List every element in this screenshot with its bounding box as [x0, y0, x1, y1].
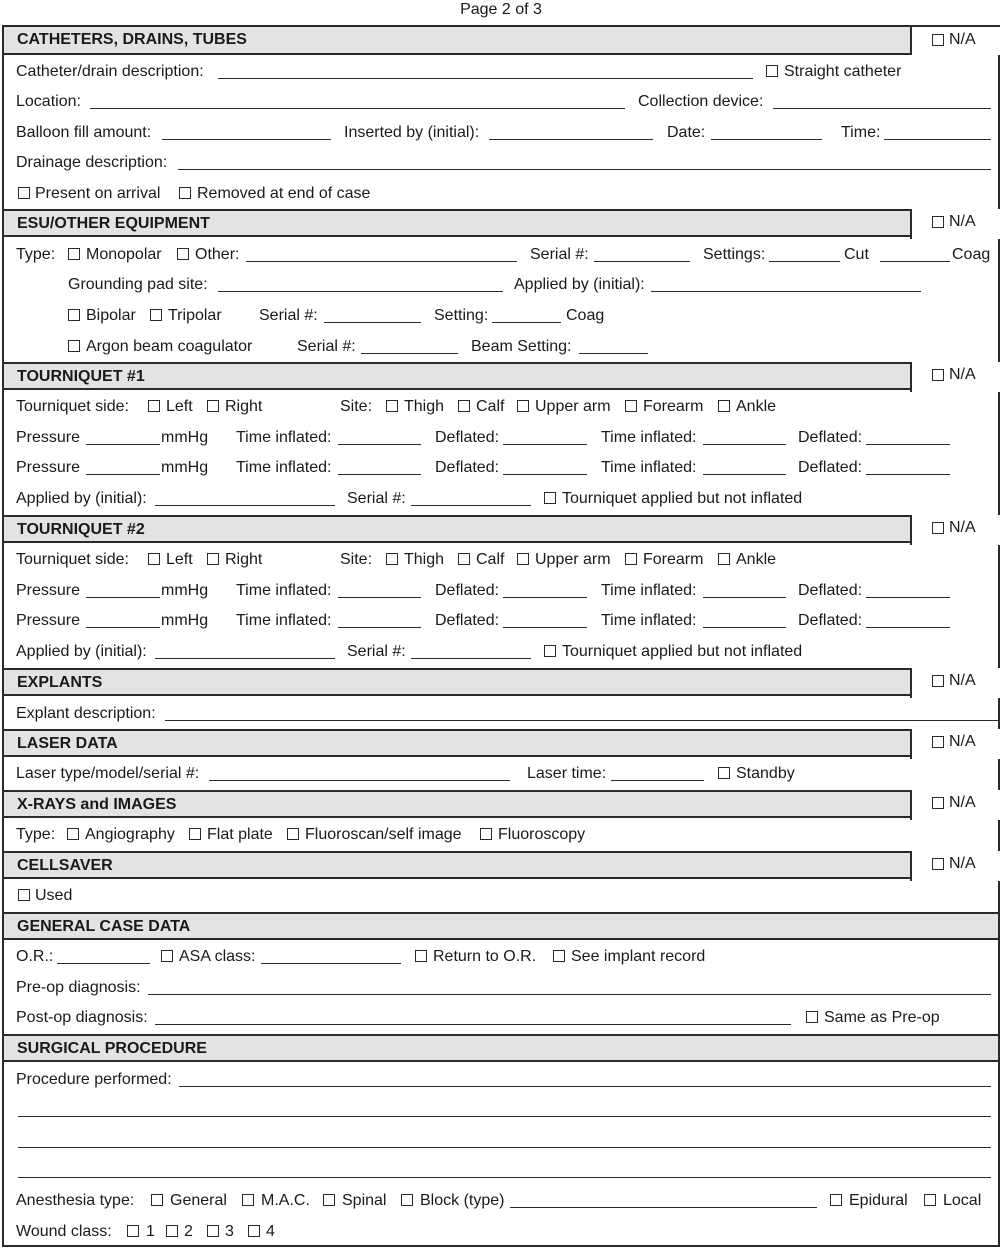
- flat-plate-checkbox[interactable]: [189, 828, 201, 840]
- tourniquet-2-left-checkbox[interactable]: [148, 553, 160, 565]
- tourniquet-2-ankle-checkbox[interactable]: [718, 553, 730, 565]
- tourniquet-2-serial-line[interactable]: [411, 658, 531, 659]
- tourniquet-1-row2-deflated2-label: Deflated:: [798, 459, 863, 476]
- tourniquet-2-thigh-checkbox[interactable]: [386, 553, 398, 565]
- fluoroscopy-checkbox[interactable]: [480, 828, 492, 840]
- epidural-checkbox[interactable]: [830, 1194, 842, 1206]
- grounding-pad-label: Grounding pad site:: [68, 276, 208, 293]
- time-line[interactable]: [884, 139, 991, 140]
- grounding-pad-line[interactable]: [218, 291, 503, 292]
- tourniquet-1-row1-mmhg-label: mmHg: [161, 428, 209, 446]
- tourniquet-1-applied-label: Applied by (initial):: [16, 489, 147, 507]
- section-explants-title: EXPLANTS: [17, 674, 103, 691]
- wound-1-label: 1: [146, 1223, 155, 1240]
- section-catheters: [4, 27, 998, 55]
- argon-serial-line[interactable]: [361, 353, 458, 354]
- section-cellsaver: [4, 851, 998, 879]
- tourniquet-2-row2-inflated2-line[interactable]: [703, 627, 786, 628]
- or-line[interactable]: [57, 963, 150, 964]
- tourniquet-2-row2-deflated2-label: Deflated:: [798, 612, 863, 629]
- tourniquet-2-row1-inflated-label: Time inflated:: [236, 581, 332, 599]
- implant-record-checkbox[interactable]: [553, 950, 565, 962]
- settings-label: Settings:: [703, 246, 766, 263]
- block-type-line[interactable]: [510, 1207, 817, 1208]
- tourniquet-1-thigh-checkbox[interactable]: [386, 400, 398, 412]
- preop-line[interactable]: [148, 994, 991, 995]
- section-laser-na-label: N/A: [949, 733, 976, 750]
- section-tourniquet-2-na-checkbox[interactable]: [932, 522, 944, 534]
- tourniquet-2-row1-inflated2-label: Time inflated:: [601, 581, 697, 599]
- epidural-label: Epidural: [849, 1192, 908, 1209]
- or-label: O.R.:: [16, 948, 54, 965]
- local-label: Local: [943, 1192, 982, 1209]
- wound-2-label: 2: [184, 1223, 193, 1240]
- tourniquet-1-row1-deflated2-label: Deflated:: [798, 428, 863, 446]
- general-checkbox[interactable]: [151, 1194, 163, 1206]
- tourniquet-1-upper-arm-checkbox[interactable]: [517, 400, 529, 412]
- present-on-arrival-checkbox[interactable]: [18, 187, 30, 199]
- section-cellsaver-title: CELLSAVER: [17, 857, 113, 874]
- same-preop-label: Same as Pre-op: [824, 1009, 940, 1026]
- local-checkbox[interactable]: [924, 1194, 936, 1206]
- tourniquet-1-row2-deflated-line[interactable]: [503, 474, 587, 475]
- bipolar-setting-label: Setting:: [434, 307, 489, 324]
- wound-1-checkbox[interactable]: [127, 1225, 139, 1237]
- standby-label: Standby: [736, 765, 795, 782]
- section-esu-na-label: N/A: [949, 213, 976, 230]
- tourniquet-1-row2-pressure-line[interactable]: [86, 474, 160, 475]
- tourniquet-2-applied-line[interactable]: [155, 658, 335, 659]
- monopolar-label: Monopolar: [86, 246, 162, 263]
- tourniquet-1-row2-inflated2-line[interactable]: [703, 474, 786, 475]
- tourniquet-1-row1-inflated2-line[interactable]: [703, 444, 786, 445]
- section-esu-na-checkbox[interactable]: [932, 216, 944, 228]
- laser-time-label: Laser time:: [527, 765, 607, 782]
- anesthesia-label: Anesthesia type:: [16, 1192, 135, 1209]
- argon-checkbox[interactable]: [68, 340, 80, 352]
- coag-label: Coag: [952, 246, 991, 263]
- esu-type-label: Type:: [16, 246, 56, 263]
- tourniquet-2-right-label: Right: [225, 551, 263, 568]
- tourniquet-1-thigh-label: Thigh: [404, 398, 445, 415]
- section-catheters-na-checkbox[interactable]: [932, 34, 944, 46]
- tourniquet-1-row2-deflated2-line[interactable]: [866, 474, 950, 475]
- section-surgical-title: SURGICAL PROCEDURE: [17, 1040, 207, 1057]
- tourniquet-2-row1-pressure-line[interactable]: [86, 597, 160, 598]
- section-tourniquet-1-na-cell: [910, 362, 1000, 392]
- postop-line[interactable]: [155, 1024, 791, 1025]
- section-tourniquet-1: [4, 362, 998, 390]
- tourniquet-2-not-inflated-label: Tourniquet applied but not inflated: [562, 642, 803, 660]
- removed-end-label: Removed at end of case: [197, 185, 371, 202]
- section-catheters-title: CATHETERS, DRAINS, TUBES: [17, 31, 247, 48]
- tourniquet-1-side-label: Tourniquet side:: [16, 398, 129, 415]
- bipolar-serial-label: Serial #:: [259, 307, 318, 324]
- tripolar-label: Tripolar: [168, 307, 222, 324]
- drainage-line[interactable]: [178, 169, 991, 170]
- tourniquet-2-side-label: Tourniquet side:: [16, 551, 129, 568]
- tourniquet-2-row2-pressure-line[interactable]: [86, 627, 160, 628]
- balloon-fill-line[interactable]: [162, 139, 331, 140]
- tourniquet-1-site-label: Site:: [340, 398, 373, 415]
- tourniquet-2-applied-label: Applied by (initial):: [16, 642, 147, 660]
- preop-label: Pre-op diagnosis:: [16, 979, 141, 996]
- argon-label: Argon beam coagulator: [86, 338, 253, 355]
- tourniquet-2-row1-pressure-label: Pressure: [16, 581, 81, 599]
- spinal-label: Spinal: [342, 1192, 387, 1209]
- tourniquet-1-row2-pressure-label: Pressure: [16, 459, 81, 476]
- section-laser-na-cell: [910, 729, 1000, 759]
- section-xrays: [4, 790, 998, 818]
- beam-setting-line[interactable]: [579, 353, 648, 354]
- tourniquet-1-row2-inflated-line[interactable]: [338, 474, 421, 475]
- cellsaver-used-checkbox[interactable]: [18, 889, 30, 901]
- tourniquet-2-row2-inflated-label: Time inflated:: [236, 612, 332, 629]
- tourniquet-2-upper-arm-checkbox[interactable]: [517, 553, 529, 565]
- section-cellsaver-na-checkbox[interactable]: [932, 858, 944, 870]
- explant-description-line[interactable]: [165, 720, 1000, 721]
- flat-plate-label: Flat plate: [207, 826, 273, 843]
- tourniquet-1-serial-label: Serial #:: [347, 489, 406, 507]
- general-label: General: [170, 1192, 227, 1209]
- tourniquet-2-serial-label: Serial #:: [347, 642, 406, 660]
- bipolar-checkbox[interactable]: [68, 309, 80, 321]
- settings-cut-line[interactable]: [769, 261, 840, 262]
- tourniquet-1-not-inflated-checkbox[interactable]: [544, 492, 556, 504]
- laser-time-line[interactable]: [611, 780, 704, 781]
- section-esu: [4, 209, 998, 237]
- section-explants: [4, 668, 998, 696]
- xray-type-label: Type:: [16, 826, 56, 843]
- section-esu-title: ESU/OTHER EQUIPMENT: [17, 215, 210, 232]
- section-explants-na-label: N/A: [949, 672, 976, 689]
- page-number: Page 2 of 3: [460, 1, 542, 18]
- tourniquet-2-row1-mmhg-label: mmHg: [161, 581, 209, 599]
- mac-checkbox[interactable]: [242, 1194, 254, 1206]
- section-explants-na-cell: [910, 668, 1000, 698]
- tourniquet-2-forearm-label: Forearm: [643, 551, 704, 568]
- section-cellsaver-na-cell: [910, 851, 1000, 881]
- collection-device-label: Collection device:: [638, 93, 764, 110]
- tourniquet-2-calf-checkbox[interactable]: [458, 553, 470, 565]
- removed-end-checkbox[interactable]: [179, 187, 191, 199]
- inserted-by-label: Inserted by (initial):: [344, 124, 480, 141]
- date-line[interactable]: [711, 139, 822, 140]
- tourniquet-2-row2-deflated-label: Deflated:: [435, 612, 500, 629]
- laser-type-label: Laser type/model/serial #:: [16, 765, 200, 782]
- tourniquet-2-not-inflated-checkbox[interactable]: [544, 645, 556, 657]
- angiography-checkbox[interactable]: [67, 828, 79, 840]
- tourniquet-1-row2-inflated2-label: Time inflated:: [601, 459, 697, 476]
- tourniquet-2-row1-inflated2-line[interactable]: [703, 597, 786, 598]
- standby-checkbox[interactable]: [718, 767, 730, 779]
- tourniquet-2-thigh-label: Thigh: [404, 551, 445, 568]
- tourniquet-2-row2-inflated-line[interactable]: [338, 627, 421, 628]
- wound-3-label: 3: [225, 1223, 234, 1240]
- section-xrays-na-cell: [910, 790, 1000, 820]
- tourniquet-1-left-checkbox[interactable]: [148, 400, 160, 412]
- mac-label: M.A.C.: [261, 1192, 310, 1209]
- tourniquet-2-right-checkbox[interactable]: [207, 553, 219, 565]
- time-label: Time:: [841, 124, 881, 141]
- tourniquet-1-upper-arm-label: Upper arm: [535, 398, 611, 415]
- section-cellsaver-na-label: N/A: [949, 855, 976, 872]
- tourniquet-2-upper-arm-label: Upper arm: [535, 551, 611, 568]
- procedure-line-3[interactable]: [18, 1147, 991, 1148]
- section-catheters-na-label: N/A: [949, 31, 976, 48]
- catheter-description-label: Catheter/drain description:: [16, 63, 204, 80]
- catheter-description-line[interactable]: [218, 78, 753, 79]
- procedure-line-4[interactable]: [18, 1177, 991, 1178]
- cut-label: Cut: [844, 246, 869, 263]
- tourniquet-1-row1-deflated2-line[interactable]: [866, 444, 950, 445]
- tourniquet-1-row1-deflated-line[interactable]: [503, 444, 587, 445]
- section-esu-na-cell: [910, 209, 1000, 239]
- tourniquet-1-forearm-label: Forearm: [643, 398, 704, 415]
- settings-coag-line[interactable]: [880, 261, 950, 262]
- section-explants-na-checkbox[interactable]: [932, 675, 944, 687]
- tourniquet-1-calf-label: Calf: [476, 398, 505, 415]
- present-on-arrival-label: Present on arrival: [35, 185, 161, 202]
- straight-catheter-label: Straight catheter: [784, 63, 902, 80]
- wound-2-checkbox[interactable]: [166, 1225, 178, 1237]
- section-tourniquet-1-na-label: N/A: [949, 366, 976, 383]
- straight-catheter-checkbox[interactable]: [766, 65, 778, 77]
- tourniquet-1-forearm-checkbox[interactable]: [625, 400, 637, 412]
- perioperative-form: [2, 25, 1000, 1247]
- asa-checkbox[interactable]: [161, 950, 173, 962]
- tourniquet-2-row1-deflated2-line[interactable]: [866, 597, 950, 598]
- tourniquet-2-row2-mmhg-label: mmHg: [161, 612, 209, 629]
- wound-4-checkbox[interactable]: [248, 1225, 260, 1237]
- tourniquet-1-left-label: Left: [166, 398, 193, 415]
- fluoroscopy-label: Fluoroscopy: [498, 826, 586, 843]
- tourniquet-1-right-label: Right: [225, 398, 263, 415]
- asa-line[interactable]: [261, 963, 401, 964]
- section-tourniquet-1-title: TOURNIQUET #1: [17, 368, 145, 385]
- fluoroscan-self-label: Fluoroscan/self image: [305, 826, 462, 843]
- section-tourniquet-1-na-checkbox[interactable]: [932, 369, 944, 381]
- fluoroscan-self-checkbox[interactable]: [287, 828, 299, 840]
- inserted-by-line[interactable]: [489, 139, 653, 140]
- section-xrays-title: X-RAYS and IMAGES: [17, 796, 177, 813]
- tourniquet-1-row2-deflated-label: Deflated:: [435, 459, 500, 476]
- tourniquet-1-row1-pressure-line[interactable]: [86, 444, 160, 445]
- bipolar-setting-line[interactable]: [492, 322, 561, 323]
- section-laser-na-checkbox[interactable]: [932, 736, 944, 748]
- section-xrays-na-checkbox[interactable]: [932, 797, 944, 809]
- tourniquet-2-row1-deflated-line[interactable]: [503, 597, 587, 598]
- tourniquet-1-row1-pressure-label: Pressure: [16, 428, 81, 446]
- tourniquet-1-serial-line[interactable]: [411, 505, 531, 506]
- bipolar-label: Bipolar: [86, 307, 136, 324]
- block-checkbox[interactable]: [401, 1194, 413, 1206]
- esu-applied-line[interactable]: [651, 291, 921, 292]
- tourniquet-2-row1-deflated2-label: Deflated:: [798, 581, 863, 599]
- tourniquet-2-row2-deflated2-line[interactable]: [866, 627, 950, 628]
- section-catheters-na-cell: [910, 27, 1000, 55]
- tourniquet-2-row2-deflated-line[interactable]: [503, 627, 587, 628]
- tourniquet-1-right-checkbox[interactable]: [207, 400, 219, 412]
- drainage-label: Drainage description:: [16, 154, 168, 171]
- argon-serial-label: Serial #:: [297, 338, 356, 355]
- tourniquet-2-ankle-label: Ankle: [736, 551, 777, 568]
- section-xrays-na-label: N/A: [949, 794, 976, 811]
- other-line[interactable]: [246, 261, 517, 262]
- esu-serial-line[interactable]: [594, 261, 690, 262]
- laser-type-line[interactable]: [209, 780, 510, 781]
- procedure-performed-label: Procedure performed:: [16, 1071, 172, 1088]
- tourniquet-1-row1-inflated2-label: Time inflated:: [601, 428, 697, 446]
- angiography-label: Angiography: [85, 826, 175, 843]
- esu-applied-label: Applied by (initial):: [514, 276, 645, 293]
- cellsaver-used-label: Used: [35, 887, 73, 904]
- tourniquet-1-row1-inflated-line[interactable]: [338, 444, 421, 445]
- asa-label: ASA class:: [179, 948, 256, 965]
- wound-4-label: 4: [266, 1223, 275, 1240]
- implant-record-label: See implant record: [571, 948, 706, 965]
- section-laser: [4, 729, 998, 757]
- procedure-line-1[interactable]: [179, 1086, 991, 1087]
- tourniquet-2-row1-inflated-line[interactable]: [338, 597, 421, 598]
- tourniquet-1-ankle-label: Ankle: [736, 398, 777, 415]
- same-preop-checkbox[interactable]: [806, 1011, 818, 1023]
- balloon-fill-label: Balloon fill amount:: [16, 124, 152, 141]
- beam-setting-label: Beam Setting:: [471, 338, 572, 355]
- esu-serial-label: Serial #:: [530, 246, 589, 263]
- section-surgical: [4, 1034, 998, 1062]
- section-tourniquet-2-title: TOURNIQUET #2: [17, 521, 145, 538]
- location-label: Location:: [16, 93, 81, 110]
- block-label: Block (type): [420, 1192, 505, 1209]
- tourniquet-2-row1-deflated-label: Deflated:: [435, 581, 500, 599]
- section-tourniquet-2-na-label: N/A: [949, 519, 976, 536]
- return-or-label: Return to O.R.: [433, 948, 537, 965]
- section-general-title: GENERAL CASE DATA: [17, 918, 191, 935]
- tripolar-checkbox[interactable]: [150, 309, 162, 321]
- section-tourniquet-2: [4, 515, 998, 543]
- tourniquet-1-calf-checkbox[interactable]: [458, 400, 470, 412]
- tourniquet-2-forearm-checkbox[interactable]: [625, 553, 637, 565]
- explant-description-label: Explant description:: [16, 705, 156, 722]
- other-checkbox[interactable]: [177, 248, 189, 260]
- tourniquet-2-left-label: Left: [166, 551, 193, 568]
- tourniquet-1-ankle-checkbox[interactable]: [718, 400, 730, 412]
- spinal-checkbox[interactable]: [323, 1194, 335, 1206]
- tourniquet-1-applied-line[interactable]: [155, 505, 335, 506]
- tourniquet-2-site-label: Site:: [340, 551, 373, 568]
- postop-label: Post-op diagnosis:: [16, 1009, 148, 1026]
- collection-device-line[interactable]: [773, 108, 991, 109]
- procedure-line-2[interactable]: [18, 1116, 991, 1117]
- section-laser-title: LASER DATA: [17, 735, 118, 752]
- return-or-checkbox[interactable]: [415, 950, 427, 962]
- location-line[interactable]: [90, 108, 625, 109]
- tourniquet-1-row1-deflated-label: Deflated:: [435, 428, 500, 446]
- tourniquet-2-row2-pressure-label: Pressure: [16, 612, 81, 629]
- tourniquet-1-row1-inflated-label: Time inflated:: [236, 428, 332, 446]
- section-tourniquet-2-na-cell: [910, 515, 1000, 545]
- tourniquet-1-not-inflated-label: Tourniquet applied but not inflated: [562, 489, 803, 507]
- monopolar-checkbox[interactable]: [68, 248, 80, 260]
- tourniquet-1-row2-inflated-label: Time inflated:: [236, 459, 332, 476]
- other-label: Other:: [195, 246, 240, 263]
- date-label: Date:: [667, 124, 706, 141]
- tourniquet-1-row2-mmhg-label: mmHg: [161, 459, 209, 476]
- wound-3-checkbox[interactable]: [207, 1225, 219, 1237]
- wound-class-label: Wound class:: [16, 1223, 112, 1240]
- tourniquet-2-row2-inflated2-label: Time inflated:: [601, 612, 697, 629]
- section-general: [4, 912, 998, 940]
- bipolar-serial-line[interactable]: [324, 322, 421, 323]
- bipolar-coag-label: Coag: [566, 307, 605, 324]
- tourniquet-2-calf-label: Calf: [476, 551, 505, 568]
